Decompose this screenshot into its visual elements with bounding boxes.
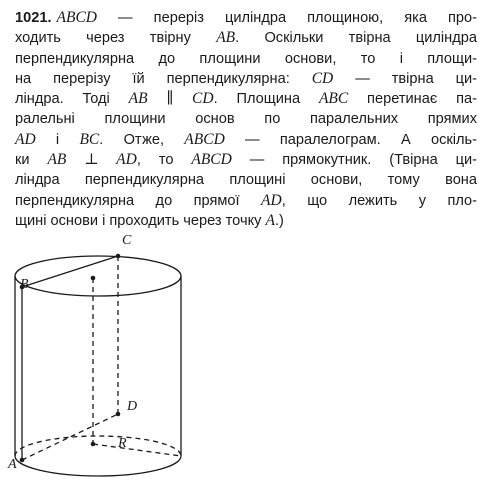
bottom-base-front-arc — [15, 456, 181, 476]
problem-number: 1021. — [15, 10, 52, 26]
problem-line — [15, 191, 477, 211]
point-c-dot — [116, 254, 121, 259]
problem-line — [15, 8, 477, 28]
text-run: ки — [15, 152, 48, 169]
label-r: R — [118, 436, 127, 451]
point-a-dot — [20, 458, 25, 463]
label-c: C — [122, 233, 132, 248]
problem-line — [15, 49, 477, 69]
problem-text — [15, 8, 477, 231]
problem-line — [15, 130, 477, 150]
problem-line — [15, 170, 477, 190]
text-run: — паралелограм. А оскіль- — [224, 131, 477, 148]
text-run: щині основи і проходить через точку — [15, 212, 266, 229]
problem-line — [15, 69, 477, 89]
math-expression: ABCD — [184, 130, 225, 148]
math-expression: AB ⊥ AD — [47, 151, 137, 169]
label-b: B — [20, 277, 29, 292]
label-d: D — [127, 399, 138, 414]
math-expression: A — [265, 211, 275, 229]
text-run: — твірна ци- — [333, 70, 477, 87]
text-run: перпендикулярна до прямої — [15, 192, 262, 209]
text-run: ходить через твірну — [15, 30, 217, 47]
top-center-point — [91, 276, 96, 281]
math-expression: AB — [216, 29, 236, 47]
text-run: , що лежить у пло- — [281, 192, 477, 209]
math-expression: CD — [311, 69, 334, 87]
math-expression: AD — [15, 130, 36, 148]
text-run: . Площина — [213, 91, 319, 108]
problem-line — [15, 89, 477, 109]
text-run: на перерізу їй перпендикулярна: — [15, 70, 312, 87]
text-run: ралельні площини основ по паралельних прямих — [15, 111, 477, 128]
point-d-dot — [116, 412, 121, 417]
text-run: перпендикулярна до площини основи, то і площи- — [15, 50, 477, 67]
math-expression: ABCD — [191, 151, 232, 169]
math-expression: AB ∥ CD — [128, 90, 214, 108]
segment-bc — [22, 256, 118, 287]
text-run: . Отже, — [99, 131, 185, 148]
text-run: .) — [274, 212, 284, 229]
text-run: перетинає па- — [348, 91, 477, 108]
text-run: і — [35, 131, 80, 148]
math-expression: ABCD — [56, 9, 97, 26]
math-expression: ABC — [318, 90, 349, 108]
math-expression: AD — [261, 191, 282, 209]
problem-line — [15, 150, 477, 170]
text-run: , то — [136, 152, 192, 169]
text-run: . Оскільки твірна циліндра — [235, 30, 477, 47]
radius-r — [93, 444, 181, 456]
text-run: ліндра. Тоді — [15, 91, 129, 108]
text-run: ліндра перпендикулярна площині основи, тому вона — [15, 172, 477, 189]
problem-line — [15, 109, 477, 129]
segment-ad — [22, 414, 118, 460]
problem-line — [15, 28, 477, 48]
text-run: — переріз циліндра площиною, яка про- — [97, 10, 477, 26]
cylinder-figure — [0, 222, 200, 481]
bottom-center-point — [91, 442, 96, 447]
math-expression: BC — [79, 130, 100, 148]
text-run: — прямокутник. (Твірна ци- — [231, 152, 477, 169]
label-a: A — [8, 457, 17, 472]
